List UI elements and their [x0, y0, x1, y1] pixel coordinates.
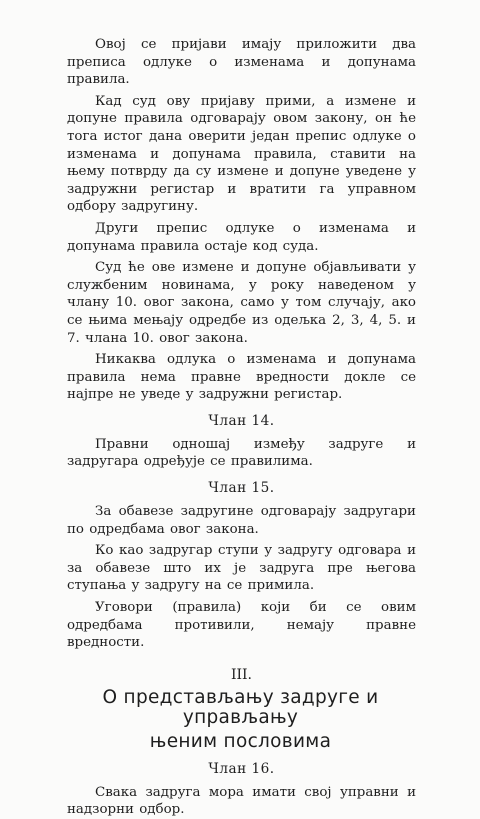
paragraph: Никаква одлука о изменама и допунама правила нема правне вредности докле се најпре не уведе у задружни регистар. [67, 352, 416, 403]
paragraph: Други препис одлуке о изменама и допунама правила остаје код суда. [67, 220, 416, 254]
paragraph: Уговори (правила) који би се овим одредбама противили, немају правне вредности. [67, 600, 416, 651]
paragraph: Свака задруга мора имати свој управни и надзорни одбор. [67, 784, 416, 818]
article-heading-14: Члан 14. [208, 412, 275, 429]
paragraph: Овој се пријави имају приложити два преписа одлуке о изменама и допунама правила. [67, 37, 416, 88]
section-number: III. [230, 666, 253, 683]
paragraph: Правни одношај између задруге и задругара одређује се правилима. [67, 436, 416, 470]
paragraph: Кад суд ову пријаву прими, а измене и допуне правила одговарају овом закону, он ће тога истог дана оверити један препис одлуке о изменама и допунама правила, ставити на њему потврду да су измене и допуне уведене у задружни регистар и вратити га управном одбору задругину. [67, 93, 416, 215]
article-heading-16: Члан 16. [208, 760, 275, 777]
paragraph: Суд ће ове измене и допуне објављивати у службеним новинама, у року наведеном у члану 10. овог закона, само у том случају, ако се њима мењају одредбе из одељка 2, 3, 4, 5. и 7. члана 10. овог закона. [67, 260, 416, 346]
paragraph: Ко као задругар ступи у задругу одговара и за обавезе што их је задруга пре његова ступања у задругу на се примила. [67, 543, 416, 594]
article-heading-15: Члан 15. [208, 480, 275, 497]
section-title-line1: О представљању задруге и управљању [102, 686, 379, 728]
paragraph: За обавезе задругине одговарају задругари по одредбама овог закона. [67, 504, 416, 537]
section-title-line2: њеним пословима [149, 730, 332, 752]
